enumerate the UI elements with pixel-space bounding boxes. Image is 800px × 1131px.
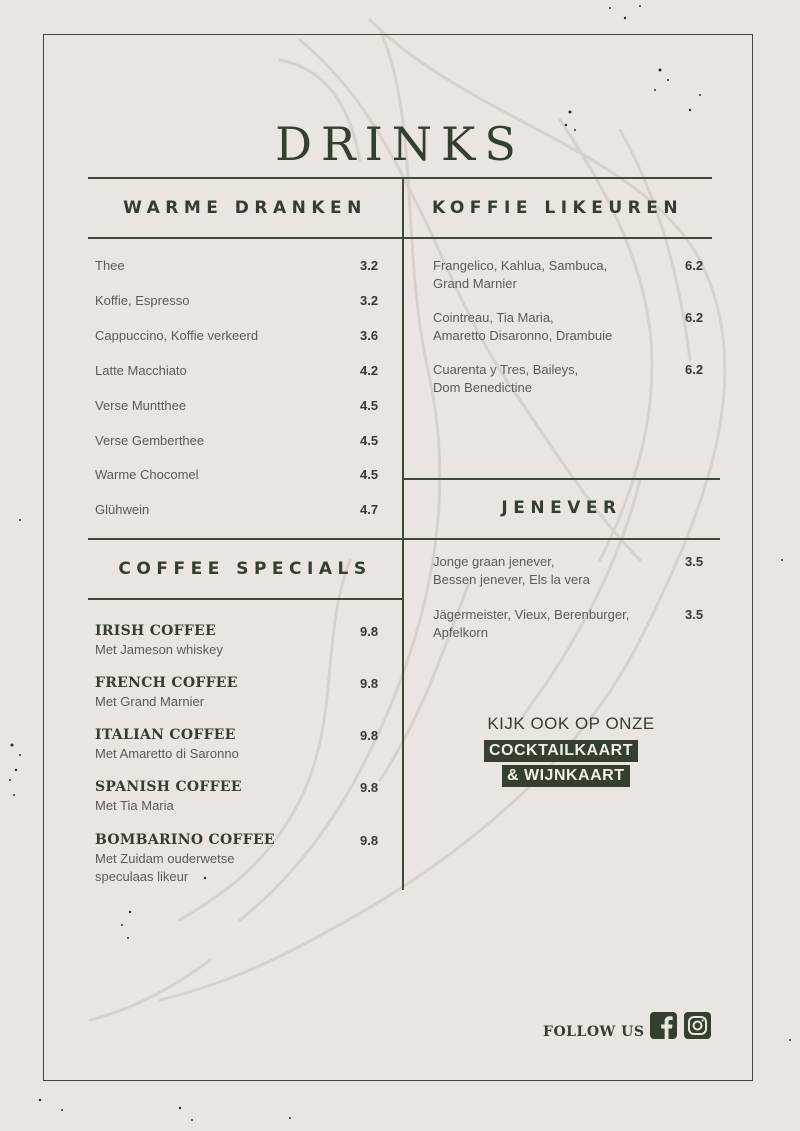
drink-price: 3.6 — [360, 328, 379, 343]
drink-price: 4.5 — [360, 398, 379, 413]
special-description: Met Tia Maria — [95, 798, 174, 813]
instagram-icon[interactable] — [684, 1012, 711, 1039]
koffie-likeuren-heading: KOFFIE LIKEUREN — [431, 198, 684, 218]
follow-us-label: FOLLOW US — [543, 1024, 645, 1040]
jenever-line: Jonge graan jenever, — [433, 554, 555, 569]
drink-name: Verse Gemberthee — [95, 433, 205, 448]
menu-frame — [43, 34, 753, 1081]
menu-title: DRINKS — [275, 116, 525, 171]
special-price: 9.8 — [360, 728, 379, 743]
drink-name: Warme Chocomel — [95, 467, 199, 482]
drink-price: 4.7 — [360, 502, 379, 517]
jenever-heading: JENEVER — [501, 498, 622, 518]
special-name: FRENCH COFFEE — [95, 675, 238, 691]
drink-price: 3.2 — [360, 293, 379, 308]
column-divider — [402, 177, 404, 890]
coffee-specials-heading: COFFEE SPECIALS — [118, 559, 372, 579]
jenever-price: 3.5 — [685, 607, 704, 622]
drink-price: 4.5 — [360, 467, 379, 482]
warme-dranken-underline — [88, 237, 402, 239]
special-price: 9.8 — [360, 780, 379, 795]
drink-price: 4.2 — [360, 363, 379, 378]
facebook-icon[interactable] — [650, 1012, 677, 1039]
liqueur-price: 6.2 — [685, 310, 704, 325]
liqueur-line: Cointreau, Tia Maria, — [433, 310, 554, 325]
jenever-line: Jägermeister, Vieux, Berenburger, — [433, 607, 630, 622]
drink-price: 3.2 — [360, 258, 379, 273]
special-price: 9.8 — [360, 624, 379, 639]
drink-name: Verse Muntthee — [95, 398, 187, 413]
top-divider — [88, 177, 712, 179]
drink-name: Latte Macchiato — [95, 363, 187, 378]
coffee-specials-top-rule — [88, 538, 402, 540]
special-description: speculaas likeur — [95, 869, 189, 884]
cocktailkaart-badge: COCKTAILKAART — [484, 740, 638, 762]
liqueur-line: Grand Marnier — [433, 276, 517, 291]
liqueur-price: 6.2 — [685, 362, 704, 377]
warme-dranken-heading: WARME DRANKEN — [123, 198, 367, 218]
koffie-likeuren-underline — [403, 237, 712, 239]
special-name: SPANISH COFFEE — [95, 779, 242, 795]
special-description: Met Zuidam ouderwetse — [95, 851, 235, 866]
special-description: Met Amaretto di Saronno — [95, 746, 239, 761]
special-description: Met Grand Marnier — [95, 694, 205, 709]
promo-text: KIJK OOK OP ONZE — [487, 714, 655, 733]
liqueur-line: Cuarenta y Tres, Baileys, — [433, 362, 579, 377]
liqueur-price: 6.2 — [685, 258, 704, 273]
special-price: 9.8 — [360, 676, 379, 691]
special-description: Met Jameson whiskey — [95, 642, 223, 657]
jenever-price: 3.5 — [685, 554, 704, 569]
liqueur-line: Dom Benedictine — [433, 380, 532, 395]
special-name: ITALIAN COFFEE — [95, 727, 236, 743]
liqueur-line: Frangelico, Kahlua, Sambuca, — [433, 258, 608, 273]
drink-name: Thee — [95, 258, 125, 273]
drink-name: Cappuccino, Koffie verkeerd — [95, 328, 259, 343]
jenever-line: Bessen jenever, Els la vera — [433, 572, 590, 587]
drink-name: Glühwein — [95, 502, 150, 517]
special-name: BOMBARINO COFFEE — [95, 832, 275, 848]
jenever-top-rule — [403, 478, 720, 480]
coffee-specials-underline — [88, 598, 402, 600]
wijnkaart-badge: & WIJNKAART — [502, 765, 630, 787]
drink-name: Koffie, Espresso — [95, 293, 190, 308]
liqueur-line: Amaretto Disaronno, Drambuie — [433, 328, 613, 343]
special-name: IRISH COFFEE — [95, 623, 217, 639]
drink-price: 4.5 — [360, 433, 379, 448]
jenever-line: Apfelkorn — [433, 625, 488, 640]
jenever-underline — [403, 538, 720, 540]
special-price: 9.8 — [360, 833, 379, 848]
